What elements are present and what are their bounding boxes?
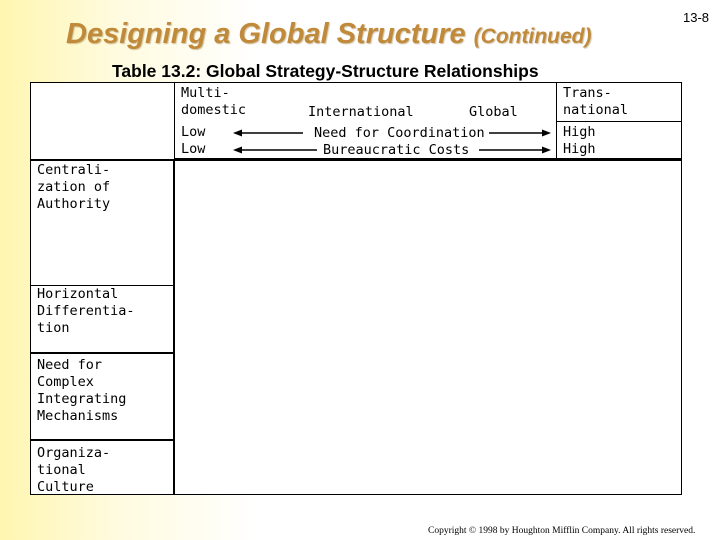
table-body-cell bbox=[174, 160, 682, 495]
coordination-label: Need for Coordination bbox=[314, 125, 485, 141]
coordination-high: High bbox=[563, 124, 596, 140]
slide-title-main: Designing a Global Structure bbox=[66, 18, 466, 50]
costs-left-arrow-icon bbox=[233, 145, 317, 155]
table-caption: Table 13.2: Global Strategy-Structure Relationships bbox=[112, 61, 539, 81]
strategy-global: Global bbox=[469, 104, 518, 120]
row-label-centralization: Centrali- zation of Authority bbox=[37, 162, 111, 212]
row-separator bbox=[31, 352, 175, 354]
slide-number: 13-8 bbox=[683, 10, 710, 25]
row-separator bbox=[31, 439, 175, 441]
slide-title bbox=[66, 18, 591, 51]
coordination-right-arrow-icon bbox=[489, 128, 551, 138]
copyright-notice: Copyright © 1998 by Houghton Mifflin Company. All rights reserved. bbox=[428, 526, 696, 536]
column-separator bbox=[173, 160, 175, 495]
coordination-left-arrow-icon bbox=[233, 128, 303, 138]
costs-right-arrow-icon bbox=[479, 145, 551, 155]
costs-high: High bbox=[563, 141, 596, 157]
costs-low: Low bbox=[181, 141, 206, 157]
coordination-low: Low bbox=[181, 124, 206, 140]
header-corner-cell bbox=[30, 82, 175, 160]
strategy-transnational: Trans- national bbox=[563, 85, 629, 118]
row-label-horizontal-differentiation: Horizontal Differentia- tion bbox=[37, 286, 135, 336]
costs-label: Bureaucratic Costs bbox=[323, 142, 470, 158]
strategy-international: International bbox=[308, 104, 414, 120]
row-label-integrating-mechanisms: Need for Complex Integrating Mechanisms bbox=[37, 357, 127, 424]
slide-title-suffix: (Continued) bbox=[473, 25, 592, 48]
strategy-multidomestic: Multi- domestic bbox=[181, 85, 247, 118]
header-divider-bottom bbox=[556, 121, 681, 122]
row-label-organizational-culture: Organiza- tional Culture bbox=[37, 445, 111, 495]
